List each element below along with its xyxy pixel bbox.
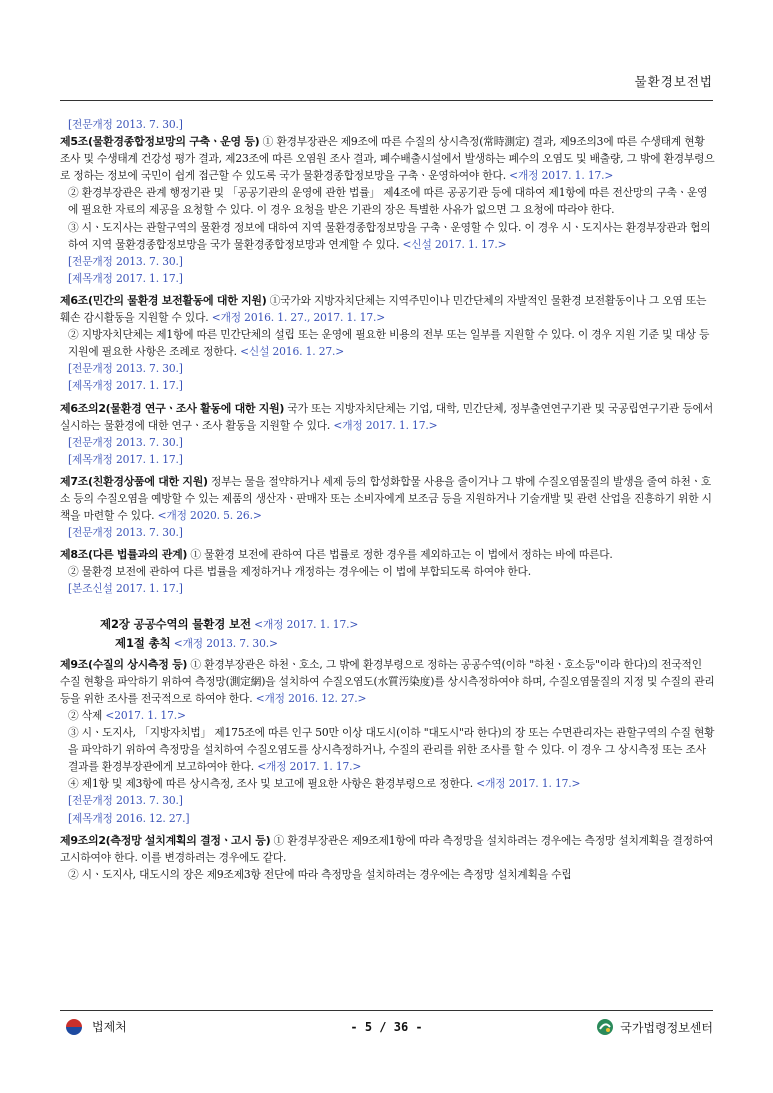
amendment-tag: <개정 2017. 1. 17.> [473,777,581,791]
article-heading: 제5조(물환경종합정보망의 구축ㆍ운영 등) [60,135,260,149]
paragraph-text: ② 물환경 보전에 관하여 다른 법률을 제정하거나 개정하는 경우에는 이 법에 부합되도록 하여야 한다. [68,565,531,579]
amendment-tag: <신설 2016. 1. 27.> [236,345,345,359]
revision-note [60,434,715,451]
paragraph-text: ③ 시ㆍ도지사, 「지방자치법」 제175조에 따른 인구 50만 이상 대도시(이하 "대도시"라 한다)의 장 또는 수면관리자는 관할구역의 수질 현황을 파악하기 위하여 측정망을 설치하여 수질오염도를 상시측정하거나, 수질의 관리를 위한 조사를 할 수 있다. 이 경우 그 상시측정 또는 조사 결과를 환경부장관에게 보고하여야 한다. [68,726,715,774]
amendment-tag: <2017. 1. 17.> [102,709,186,722]
amendment-tag: <신설 2017. 1. 17.> [399,237,507,251]
article-heading: 제7조(친환경상품에 대한 지원) [60,474,208,488]
article-text: 국가 또는 지방자치단체는 기업, 대학, 민간단체, 정부출연연구기관 및 국공립연구기관 등에서 실시하는 물환경에 대한 연구ㆍ조사 활동을 지원할 수 있다. [60,401,713,432]
paragraph [60,724,715,775]
article [60,400,715,434]
running-header: 물환경보전법 [634,74,713,89]
revision-note-text: [제목개정 2016. 12. 27.] [68,811,190,825]
revision-note [60,580,715,597]
paragraph-text: ③ 시ㆍ도지사는 관할구역의 물환경 정보에 대하여 지역 물환경종합정보망을 구축ㆍ운영할 수 있다. 이 경우 시ㆍ도지사는 환경부장관과 협의하여 지역 물환경종합정보망을 국가 물환경종합정보망과 연계할 수 있다. [68,220,711,251]
page-footer [60,1018,713,1042]
revision-note [60,810,715,827]
amendment-tag: <개정 2013. 7. 30.> [170,636,278,650]
revision-note-text: [전문개정 2013. 7. 30.] [68,435,183,449]
page-number: - 5 / 36 - [350,1020,423,1034]
revision-note [60,253,715,270]
chapter-title: 제2장 공공수역의 물환경 보전 [100,616,251,631]
revision-note-text: [제목개정 2017. 1. 17.] [68,379,183,393]
header-divider [60,100,713,101]
revision-note-text: [제목개정 2017. 1. 17.] [68,452,183,466]
amendment-tag: <개정 2017. 1. 17.> [250,617,359,631]
paragraph [60,219,715,253]
paragraph [60,563,715,580]
amendment-tag: <개정 2016. 1. 27., 2017. 1. 17.> [208,311,386,325]
article-heading: 제8조(다른 법률과의 관계) [60,548,188,562]
revision-note-text: [본조신설 2017. 1. 17.] [68,582,183,596]
article-text: 정부는 물을 절약하거나 세제 등의 합성화합물 사용을 줄이거나 그 밖에 수질오염물질의 발생을 줄여 하천ㆍ호소 등의 수질오염을 예방할 수 있는 제품의 생산자ㆍ판매자 또는 소비자에게 보조금 등을 지원하거나 기술개발 및 관련 산업을 진흥하기 위한 시책을 마련할 수 있다. [60,474,712,523]
article-heading: 제6조의2(물환경 연구ㆍ조사 활동에 대한 지원) [60,401,285,415]
article [60,656,715,707]
revision-note [60,360,715,377]
article-text: ① 환경부장관은 제9조에 따른 수질의 상시측정(常時測定) 결과, 제9조의3에 따른 수생태계 현황 조사 및 수생태계 건강성 평가 결과, 제23조에 따른 오염원 조사 결과, 폐수배출시설에서 발생하는 폐수의 오염도 및 배출량, 그 밖에 환경부령으로 정하는 정보에 국민이 쉽게 접근할 수 있도록 국가 물환경종합정보망을 구축ㆍ운영하여야 한다. [60,135,715,183]
paragraph [60,707,715,724]
revision-note-text: [전문개정 2013. 7. 30.] [68,794,183,808]
revision-note-text: [전문개정 2013. 7. 30.] [68,526,183,540]
revision-note-text: [제목개정 2017. 1. 17.] [68,271,183,285]
article-text: ① 물환경 보전에 관하여 다른 법률로 정한 경우를 제외하고는 이 법에서 정하는 바에 따른다. [187,548,613,562]
paragraph [60,866,715,883]
footer-ministry-label: 법제처 [92,1020,127,1034]
section-heading [60,635,715,652]
revision-note [60,792,715,809]
footer-divider [60,1010,713,1011]
chapter-heading [60,616,715,633]
paragraph-text: ② 시ㆍ도지사, 대도시의 장은 제9조제3항 전단에 따라 측정망을 설치하려는 경우에는 측정망 설치계획을 수립 [68,867,572,881]
footer-center-label: 국가법령정보센터 [620,1020,713,1035]
revision-note-text: [전문개정 2013. 7. 30.] [68,362,183,376]
article-heading: 제9조(수질의 상시측정 등) [60,657,188,671]
paragraph [60,775,715,792]
article [60,292,715,326]
article-heading: 제6조(민간의 물환경 보전활동에 대한 지원) [60,293,267,307]
revision-note [60,524,715,541]
amendment-tag: <개정 2017. 1. 17.> [505,169,614,183]
article [60,473,715,524]
paragraph-text: ② 삭제 [68,709,103,722]
amendment-tag: <개정 2017. 1. 17.> [253,760,362,774]
footer-right [596,1018,713,1036]
paragraph-text: ② 지방자치단체는 제1항에 따른 민간단체의 설립 또는 운영에 필요한 비용의 전부 또는 일부를 지원할 수 있다. 이 경우 지원 기준 및 대상 등 지원에 필요한 사항은 조례로 정한다. [68,328,710,359]
article-text: ①국가와 지방자치단체는 지역주민이나 민간단체의 자발적인 물환경 보전활동이나 그 오염 또는 훼손 감시활동을 지원할 수 있다. [60,293,707,325]
revision-note-text: [전문개정 2013. 7. 30.] [68,254,183,268]
law-center-logo-icon [596,1018,614,1036]
article [60,832,715,866]
amendment-tag: <개정 2017. 1. 17.> [330,418,438,432]
article-text: ① 환경부장관은 제9조제1항에 따라 측정망을 설치하려는 경우에는 측정망 설치계획을 결정하여 고시하여야 한다. 이를 변경하려는 경우에도 같다. [60,833,714,864]
article [60,133,715,184]
revision-note [60,377,715,394]
law-text-body [60,116,715,883]
amendment-tag: <개정 2016. 12. 27.> [252,691,367,705]
article-heading: 제9조의2(측정망 설치계획의 결정ㆍ고시 등) [60,833,271,847]
paragraph [60,326,715,360]
paragraph-text: ④ 제1항 및 제3항에 따른 상시측정, 조사 및 보고에 필요한 사항은 환경부령으로 정한다. [68,777,474,791]
section-title: 제1절 총칙 [115,635,171,650]
article-text: ① 환경부장관은 하천ㆍ호소, 그 밖에 환경부령으로 정하는 공공수역(이하 "하천ㆍ호소등"이라 한다)의 전국적인 수질 현황을 파악하기 위하여 측정망(測定網)을 설치하여 수질오염도(水質汚染度)를 상시측정하여야 하며, 수질오염물질의 지정 및 수질의 관리 등을 위한 조사를 전국적으로 하여야 한다. [60,657,715,705]
revision-note [60,116,715,133]
amendment-tag: <개정 2020. 5. 26.> [154,509,262,523]
paragraph-text: ② 환경부장관은 관계 행정기관 및 「공공기관의 운영에 관한 법률」 제4조에 따른 공공기관 등에 대하여 제1항에 따른 전산망의 구축ㆍ운영에 필요한 자료의 제공을 요청할 수 있다. 이 경우 요청을 받은 기관의 장은 특별한 사유가 없으면 그 요청에 따라야 한다. [68,186,708,217]
article [60,546,715,563]
revision-note-text: [전문개정 2013. 7. 30.] [68,118,183,131]
revision-note [60,270,715,287]
paragraph [60,184,715,218]
revision-note [60,451,715,468]
